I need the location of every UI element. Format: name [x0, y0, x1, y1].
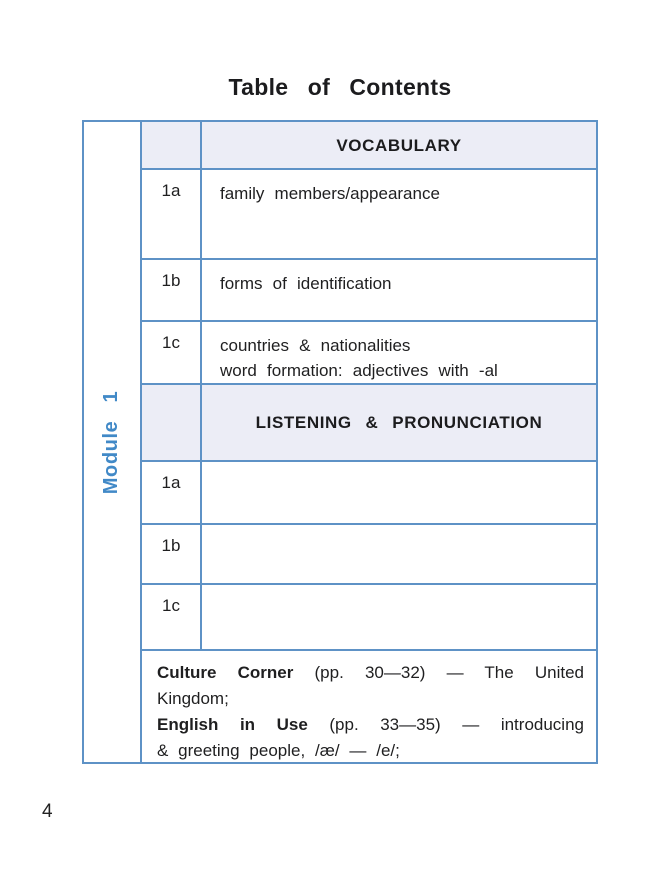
row-content: [202, 585, 596, 649]
row-label: 1b: [142, 260, 202, 320]
content-line: family members/appearance: [220, 184, 440, 203]
listening-header-row: [142, 385, 596, 462]
row-label: 1b: [142, 525, 202, 583]
footer-line: & greeting people, /æ/ — /e/;: [157, 741, 400, 760]
table-row-listening-1b: [142, 525, 596, 585]
header-label-cell: [142, 385, 202, 460]
row-label: 1c: [142, 585, 202, 649]
toc-main-column: [142, 122, 596, 762]
content-line: word formation: adjectives with -al: [220, 361, 498, 380]
row-content: [202, 260, 596, 320]
vocabulary-header: VOCABULARY: [336, 135, 462, 155]
row-content: [202, 322, 596, 383]
page-number: 4: [42, 801, 53, 822]
content-line: forms of identification: [220, 274, 392, 293]
row-content: [202, 462, 596, 523]
row-content: [202, 170, 596, 258]
row-label: 1a: [142, 170, 202, 258]
table-row-listening-1a: [142, 462, 596, 525]
footer-row: [142, 651, 596, 764]
row-content: [202, 525, 596, 583]
module-column: [84, 122, 142, 762]
footer-note: [142, 651, 596, 764]
content-line: countries & nationalities: [220, 336, 411, 355]
table-row-vocab-1b: [142, 260, 596, 322]
header-label-cell: [142, 122, 202, 168]
table-row-vocab-1a: [142, 170, 596, 260]
page-title: Table of Contents: [228, 74, 452, 100]
footer-line: Kingdom;: [157, 689, 229, 708]
module-label: Module 1: [100, 390, 123, 494]
row-label: 1a: [142, 462, 202, 523]
table-row-listening-1c: [142, 585, 596, 651]
table-row-vocab-1c: [142, 322, 596, 385]
listening-header: LISTENING & PRONUNCIATION: [255, 413, 543, 432]
row-label: 1c: [142, 322, 202, 383]
toc-table: [82, 120, 598, 764]
footer-line: English in Use (pp. 33—35) — introducing: [157, 715, 584, 734]
footer-line: Culture Corner (pp. 30—32) — The United: [157, 663, 584, 682]
vocabulary-header-row: [142, 122, 596, 170]
